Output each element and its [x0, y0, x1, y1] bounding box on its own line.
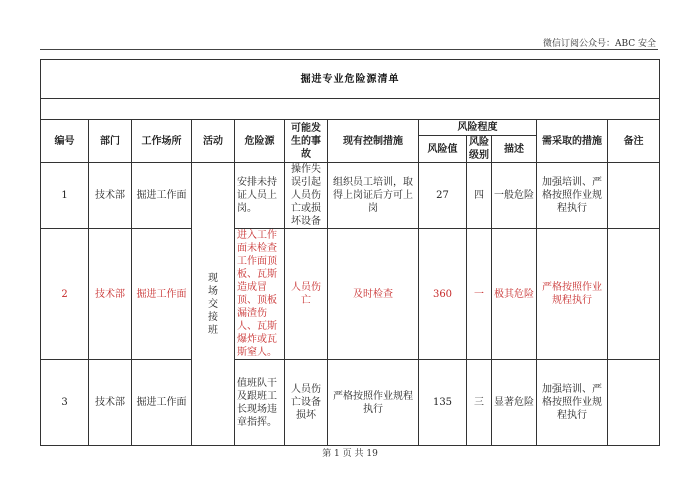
cell-remarks: [608, 229, 660, 360]
cell-hazard: 安排未持证人员上岗。: [235, 163, 285, 229]
table-row: [41, 163, 660, 229]
cell-controls: 组织员工培训，取得上岗证后方可上岗: [328, 163, 419, 229]
table-row: [41, 360, 660, 446]
header-risk-level: 风险级别: [467, 136, 492, 163]
cell-controls: 及时检查: [328, 229, 419, 360]
cell-risk-value: 135: [419, 360, 467, 446]
page-footer: 第 1 页 共 19: [322, 449, 378, 459]
header-remarks: 备注: [608, 120, 660, 163]
cell-no: 2: [41, 229, 89, 360]
cell-place: 掘进工作面: [132, 163, 192, 229]
header-activity: 活动: [192, 120, 235, 163]
header-dept: 部门: [89, 120, 132, 163]
cell-hazard: 值班队干及跟班工长现场违章指挥。: [235, 360, 285, 446]
cell-measures: 加强培训、严格按照作业规程执行: [537, 360, 608, 446]
header-event: 可能发生的事故: [285, 120, 328, 163]
header-risk-value: 风险值: [419, 136, 467, 163]
cell-risk-desc: 显著危险: [492, 360, 537, 446]
header-risk-desc: 描述: [492, 136, 537, 163]
header-place: 工作场所: [132, 120, 192, 163]
cell-event: 人员伤亡设备损坏: [285, 360, 328, 446]
cell-controls: 严格按照作业规程执行: [328, 360, 419, 446]
cell-hazard: 进入工作面未检查工作面顶板、瓦斯造成冒顶、顶板漏渣伤人、瓦斯爆炸或瓦斯窒人。: [235, 229, 285, 360]
cell-place: 掘进工作面: [132, 229, 192, 360]
cell-risk-level: 一: [467, 229, 492, 360]
hazard-table: [40, 59, 660, 446]
header-controls: 现有控制措施: [328, 120, 419, 163]
cell-dept: 技术部: [89, 229, 132, 360]
cell-risk-value: 360: [419, 229, 467, 360]
cell-no: 1: [41, 163, 89, 229]
cell-place: 掘进工作面: [132, 360, 192, 446]
cell-dept: 技术部: [89, 360, 132, 446]
header-note: 微信订阅公众号：ABC 安全: [542, 39, 656, 49]
cell-no: 3: [41, 360, 89, 446]
cell-risk-desc: 一般危险: [492, 163, 537, 229]
cell-risk-level: 四: [467, 163, 492, 229]
activity-text: 现场交接班: [208, 272, 218, 336]
cell-event: 操作失误引起人员伤亡或损坏设备: [285, 163, 328, 229]
cell-measures: 加强培训、严格按照作业规程执行: [537, 163, 608, 229]
cell-activity-merged: [192, 163, 235, 446]
header-hazard: 危险源: [235, 120, 285, 163]
header-rule: [40, 49, 658, 50]
cell-dept: 技术部: [89, 163, 132, 229]
header-measures: 需采取的措施: [537, 120, 608, 163]
header-risk-group: 风险程度: [419, 120, 537, 136]
table-row: [41, 229, 660, 360]
cell-risk-level: 三: [467, 360, 492, 446]
cell-event: 人员伤亡: [285, 229, 328, 360]
cell-risk-value: 27: [419, 163, 467, 229]
cell-risk-desc: 极其危险: [492, 229, 537, 360]
header-no: 编号: [41, 120, 89, 163]
blank-row: [41, 99, 660, 120]
table-title: 掘进专业危险源清单: [41, 60, 660, 99]
cell-measures: 严格按照作业规程执行: [537, 229, 608, 360]
cell-remarks: [608, 360, 660, 446]
cell-remarks: [608, 163, 660, 229]
